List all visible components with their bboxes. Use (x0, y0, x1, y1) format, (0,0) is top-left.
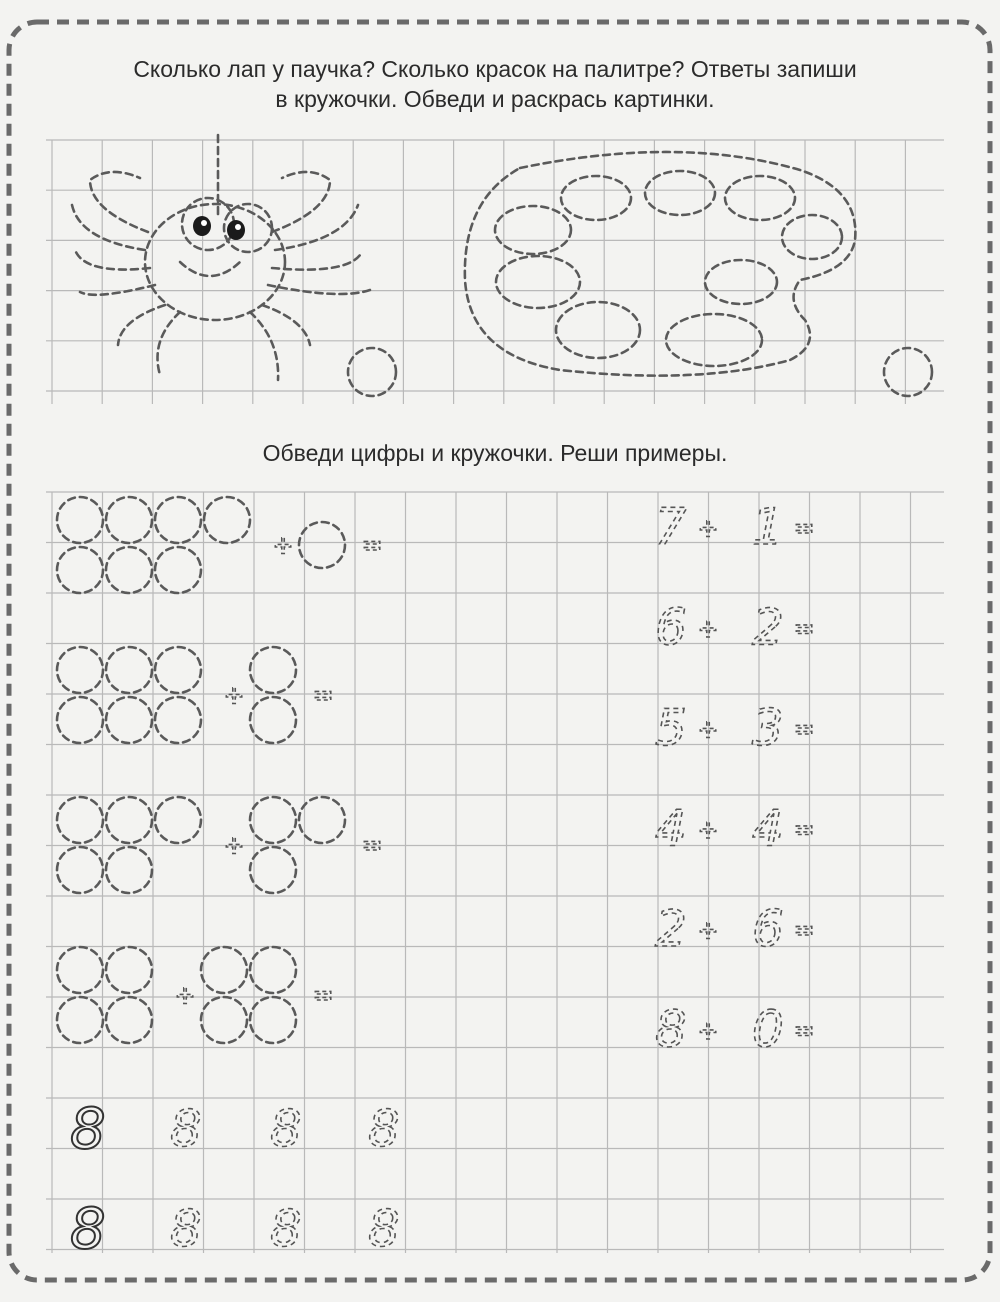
plus-sign: + (699, 712, 718, 747)
grid-top (46, 140, 944, 404)
count-circle[interactable] (106, 847, 152, 893)
plus-sign: + (699, 511, 718, 546)
equation-operand-b[interactable]: 4 (752, 799, 784, 858)
count-circle[interactable] (155, 697, 201, 743)
plus-sign: + (699, 611, 718, 647)
equation-operand-b[interactable]: 0 (752, 1000, 784, 1059)
count-circle[interactable] (250, 847, 296, 893)
count-circle[interactable] (106, 497, 152, 543)
count-circle[interactable] (57, 497, 103, 543)
count-circle[interactable] (299, 797, 345, 843)
trace-digit[interactable]: 8 (270, 1100, 302, 1158)
count-circle[interactable] (57, 547, 103, 593)
count-circle[interactable] (57, 797, 103, 843)
plus-sign: + (225, 678, 244, 713)
count-circle[interactable] (250, 647, 296, 693)
count-circle[interactable] (250, 947, 296, 993)
count-circle[interactable] (250, 797, 296, 843)
count-circle[interactable] (106, 997, 152, 1043)
digit-practice-row (70, 1097, 400, 1162)
count-circle[interactable] (106, 697, 152, 743)
equation-operand-a[interactable]: 8 (655, 1000, 687, 1059)
equals-sign: = (795, 511, 814, 546)
instruction-line-1: Сколько лап у паучка? Сколько красок на палитре? Ответы запиши (133, 56, 857, 82)
answer-circle-palette[interactable] (884, 348, 932, 396)
answer-circle-spider[interactable] (348, 348, 396, 396)
circle-example-row (57, 497, 381, 593)
equals-sign: = (363, 828, 382, 863)
trace-digit[interactable]: 8 (270, 1200, 302, 1258)
count-circle[interactable] (155, 797, 201, 843)
equation-operand-a[interactable]: 7 (655, 498, 687, 556)
plus-sign: + (225, 828, 244, 863)
equals-sign: = (795, 812, 814, 848)
equals-sign: = (795, 1013, 814, 1049)
equals-sign: = (795, 712, 814, 747)
trace-digit[interactable]: 8 (170, 1200, 202, 1258)
instruction-line-2: в кружочки. Обведи и раскрась картинки. (275, 86, 715, 112)
count-circle[interactable] (155, 647, 201, 693)
equation-operand-b[interactable]: 3 (752, 699, 784, 757)
equation-operand-b[interactable]: 2 (752, 598, 784, 657)
count-circle[interactable] (57, 997, 103, 1043)
trace-digit[interactable]: 8 (368, 1100, 400, 1158)
model-digit: 8 (70, 1097, 106, 1162)
equals-sign: = (795, 913, 814, 948)
count-circle[interactable] (57, 947, 103, 993)
count-circle[interactable] (250, 697, 296, 743)
equation-operand-a[interactable]: 4 (655, 799, 687, 858)
equation-operand-b[interactable]: 1 (752, 498, 784, 556)
palette-picture (465, 152, 856, 376)
plus-sign: + (699, 913, 718, 948)
count-circle[interactable] (57, 647, 103, 693)
spider-picture (72, 135, 370, 380)
model-digit: 8 (70, 1197, 106, 1262)
plus-sign: + (699, 1013, 718, 1049)
count-circle[interactable] (201, 947, 247, 993)
circle-example-row (57, 647, 332, 743)
count-circle[interactable] (106, 947, 152, 993)
circle-examples (57, 497, 381, 1043)
count-circle[interactable] (57, 847, 103, 893)
count-circle[interactable] (299, 522, 345, 568)
equation-row (655, 900, 813, 958)
equals-sign: = (795, 611, 814, 647)
count-circle[interactable] (155, 547, 201, 593)
digit-practice (70, 1097, 400, 1262)
equation-row (655, 1001, 813, 1059)
instruction-task2: Обведи цифры и кружочки. Реши примеры. (262, 440, 728, 466)
trace-digit[interactable]: 8 (368, 1200, 400, 1258)
plus-sign: + (176, 978, 195, 1013)
equation-operand-a[interactable]: 5 (655, 699, 687, 757)
equation-list (655, 498, 813, 1059)
equals-sign: = (314, 978, 333, 1013)
count-circle[interactable] (204, 497, 250, 543)
count-circle[interactable] (201, 997, 247, 1043)
circle-example-row (57, 947, 332, 1043)
equation-operand-a[interactable]: 6 (655, 598, 687, 657)
equation-row (655, 800, 813, 858)
plus-sign: + (274, 528, 293, 563)
count-circle[interactable] (155, 497, 201, 543)
equation-operand-b[interactable]: 6 (752, 900, 784, 958)
count-circle[interactable] (106, 647, 152, 693)
digit-practice-row (70, 1197, 400, 1262)
trace-digit[interactable]: 8 (170, 1100, 202, 1158)
page-border (9, 22, 990, 1280)
count-circle[interactable] (250, 997, 296, 1043)
plus-sign: + (699, 812, 718, 848)
count-circle[interactable] (106, 797, 152, 843)
equals-sign: = (314, 678, 333, 713)
equation-row (655, 699, 813, 757)
equation-row (655, 498, 813, 556)
equation-operand-a[interactable]: 2 (655, 900, 687, 958)
count-circle[interactable] (106, 547, 152, 593)
count-circle[interactable] (57, 697, 103, 743)
equation-row (655, 599, 813, 657)
equals-sign: = (363, 528, 382, 563)
instruction-task1 (80, 54, 910, 114)
